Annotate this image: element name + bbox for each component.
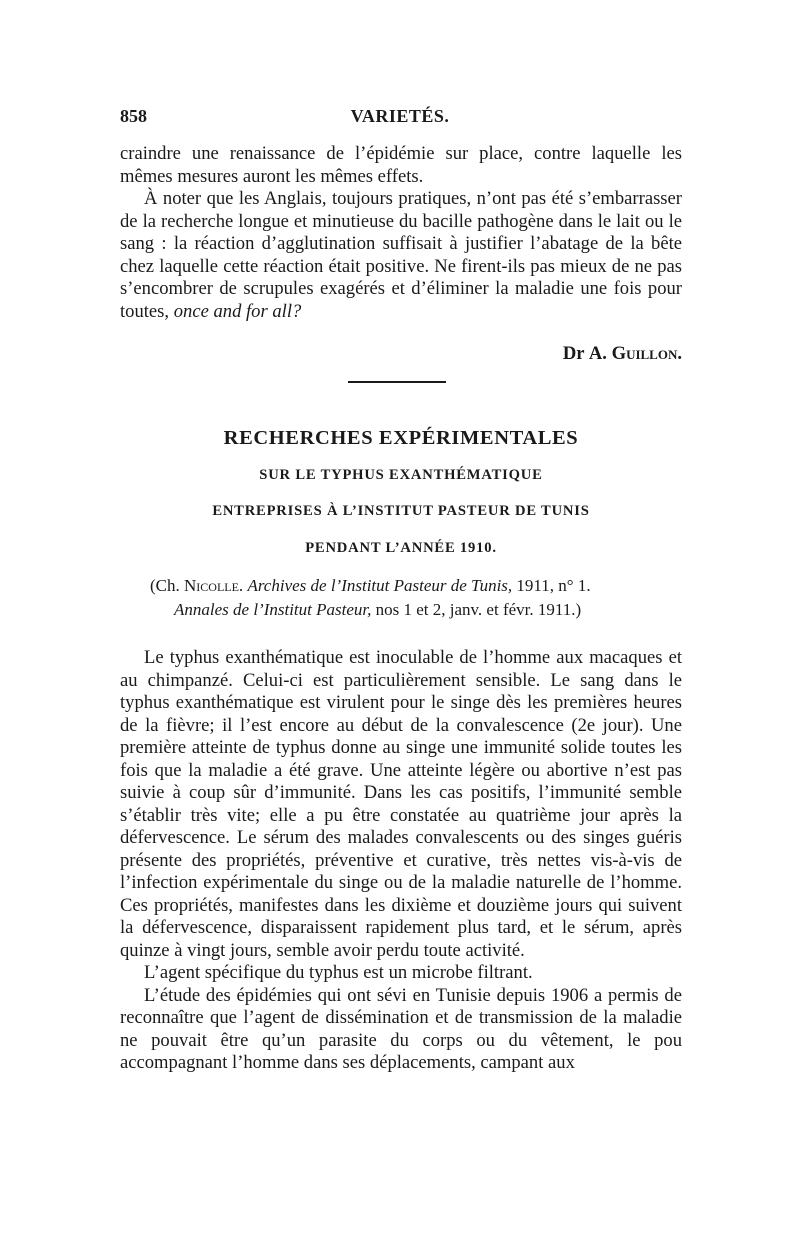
article-subtitle-1: SUR LE TYPHUS EXANTHÉMATIQUE bbox=[259, 467, 543, 483]
article-subtitle-2: ENTREPRISES À L’INSTITUT PASTEUR DE TUNIS bbox=[212, 503, 590, 519]
article-paragraph-3: L’étude des épidémies qui ont sévi en Tunisie depuis 1906 a permis de reconnaître que l’agent de dissémination et de transmission de la maladie ne pouvait être qu’un parasite du corps ou du vêtement, le pou accompagnant l’homme dans ses déplacements, campant aux bbox=[120, 984, 682, 1073]
intro-paragraph-2 bbox=[120, 188, 682, 323]
running-title: VARIETÉS. bbox=[350, 106, 450, 126]
article-paragraph-2: L’agent spécifique du typhus est un microbe filtrant. bbox=[144, 962, 533, 983]
intro-paragraph-2-text: À noter que les Anglais, toujours pratiques, n’ont pas été s’embarrasser de la recherche longue et minutieuse du bacille pathogène dans le lait ou le sang : la réaction d’agglutination suffisait à justifier l’abatage de la bête chez laquelle cette réaction était positive. Ne firent-ils pas mieux de ne pas s’encombrer de scrupules exagérés et d’éliminer la maladie une fois pour toutes, bbox=[120, 188, 682, 322]
citation-detail-1: 1911, n° 1. bbox=[516, 576, 591, 595]
citation-line-1 bbox=[150, 574, 670, 598]
article-body bbox=[120, 647, 682, 1075]
intro-text bbox=[120, 143, 682, 323]
citation-open: (Ch. bbox=[150, 576, 180, 595]
article-title: RECHERCHES EXPÉRIMENTALES bbox=[223, 427, 579, 449]
citation-journal-1: Archives de l’Institut Pasteur de Tunis, bbox=[247, 576, 513, 595]
article-paragraph-1: Le typhus exanthématique est inoculable de l’homme aux macaques et au chimpanzé. Celui-ci est particulièrement sensible. Le sang dans le typhus exanthématique est virulent pour le singe dès les premières heures de la fièvre; il l’est encore au début de la convalescence (2e jour). Une première atteinte de typhus donne au singe une immunité solide toutes les fois que la maladie a été grave. Une atteinte légère ou abortive n’est pas suivie à coup sûr d’immunité. Dans les cas positifs, l’immunité semble s’établir très vite; elle a pu être constatée au quatrième jour après la défervescence. Le sérum des malades convalescents ou des singes guéris présente des propriétés, préventive et curative, très nettes vis-à-vis de l’infection expérimentale du singe ou de la maladie naturelle de l’homme. Ces propriétés, manifestes dans les dixième et douzième jours qui suivent la défervescence, disparaissent rapidement plus tard, et le sérum, après quinze à vingt jours, semble avoir perdu toute activité. bbox=[120, 647, 682, 961]
author-signature bbox=[120, 342, 682, 366]
signature-prefix: Dr bbox=[562, 343, 585, 364]
citation bbox=[150, 574, 670, 622]
citation-line-2 bbox=[150, 598, 670, 622]
intro-paragraph-1: craindre une renaissance de l’épidémie sur place, contre laquelle les mêmes mesures auront les mêmes effets. bbox=[120, 143, 682, 187]
citation-journal-2: Annales de l’Institut Pasteur, bbox=[174, 600, 372, 619]
section-divider bbox=[348, 381, 446, 383]
article-subtitle-3: PENDANT L’ANNÉE 1910. bbox=[305, 540, 497, 556]
citation-detail-2: nos 1 et 2, janv. et févr. 1911.) bbox=[375, 600, 582, 619]
signature-name: A. Guillon. bbox=[588, 343, 682, 364]
page-number: 858 bbox=[120, 106, 147, 126]
running-head bbox=[120, 106, 680, 132]
intro-paragraph-2-italic: once and for all? bbox=[173, 300, 302, 322]
citation-author: Nicolle. bbox=[184, 576, 244, 595]
